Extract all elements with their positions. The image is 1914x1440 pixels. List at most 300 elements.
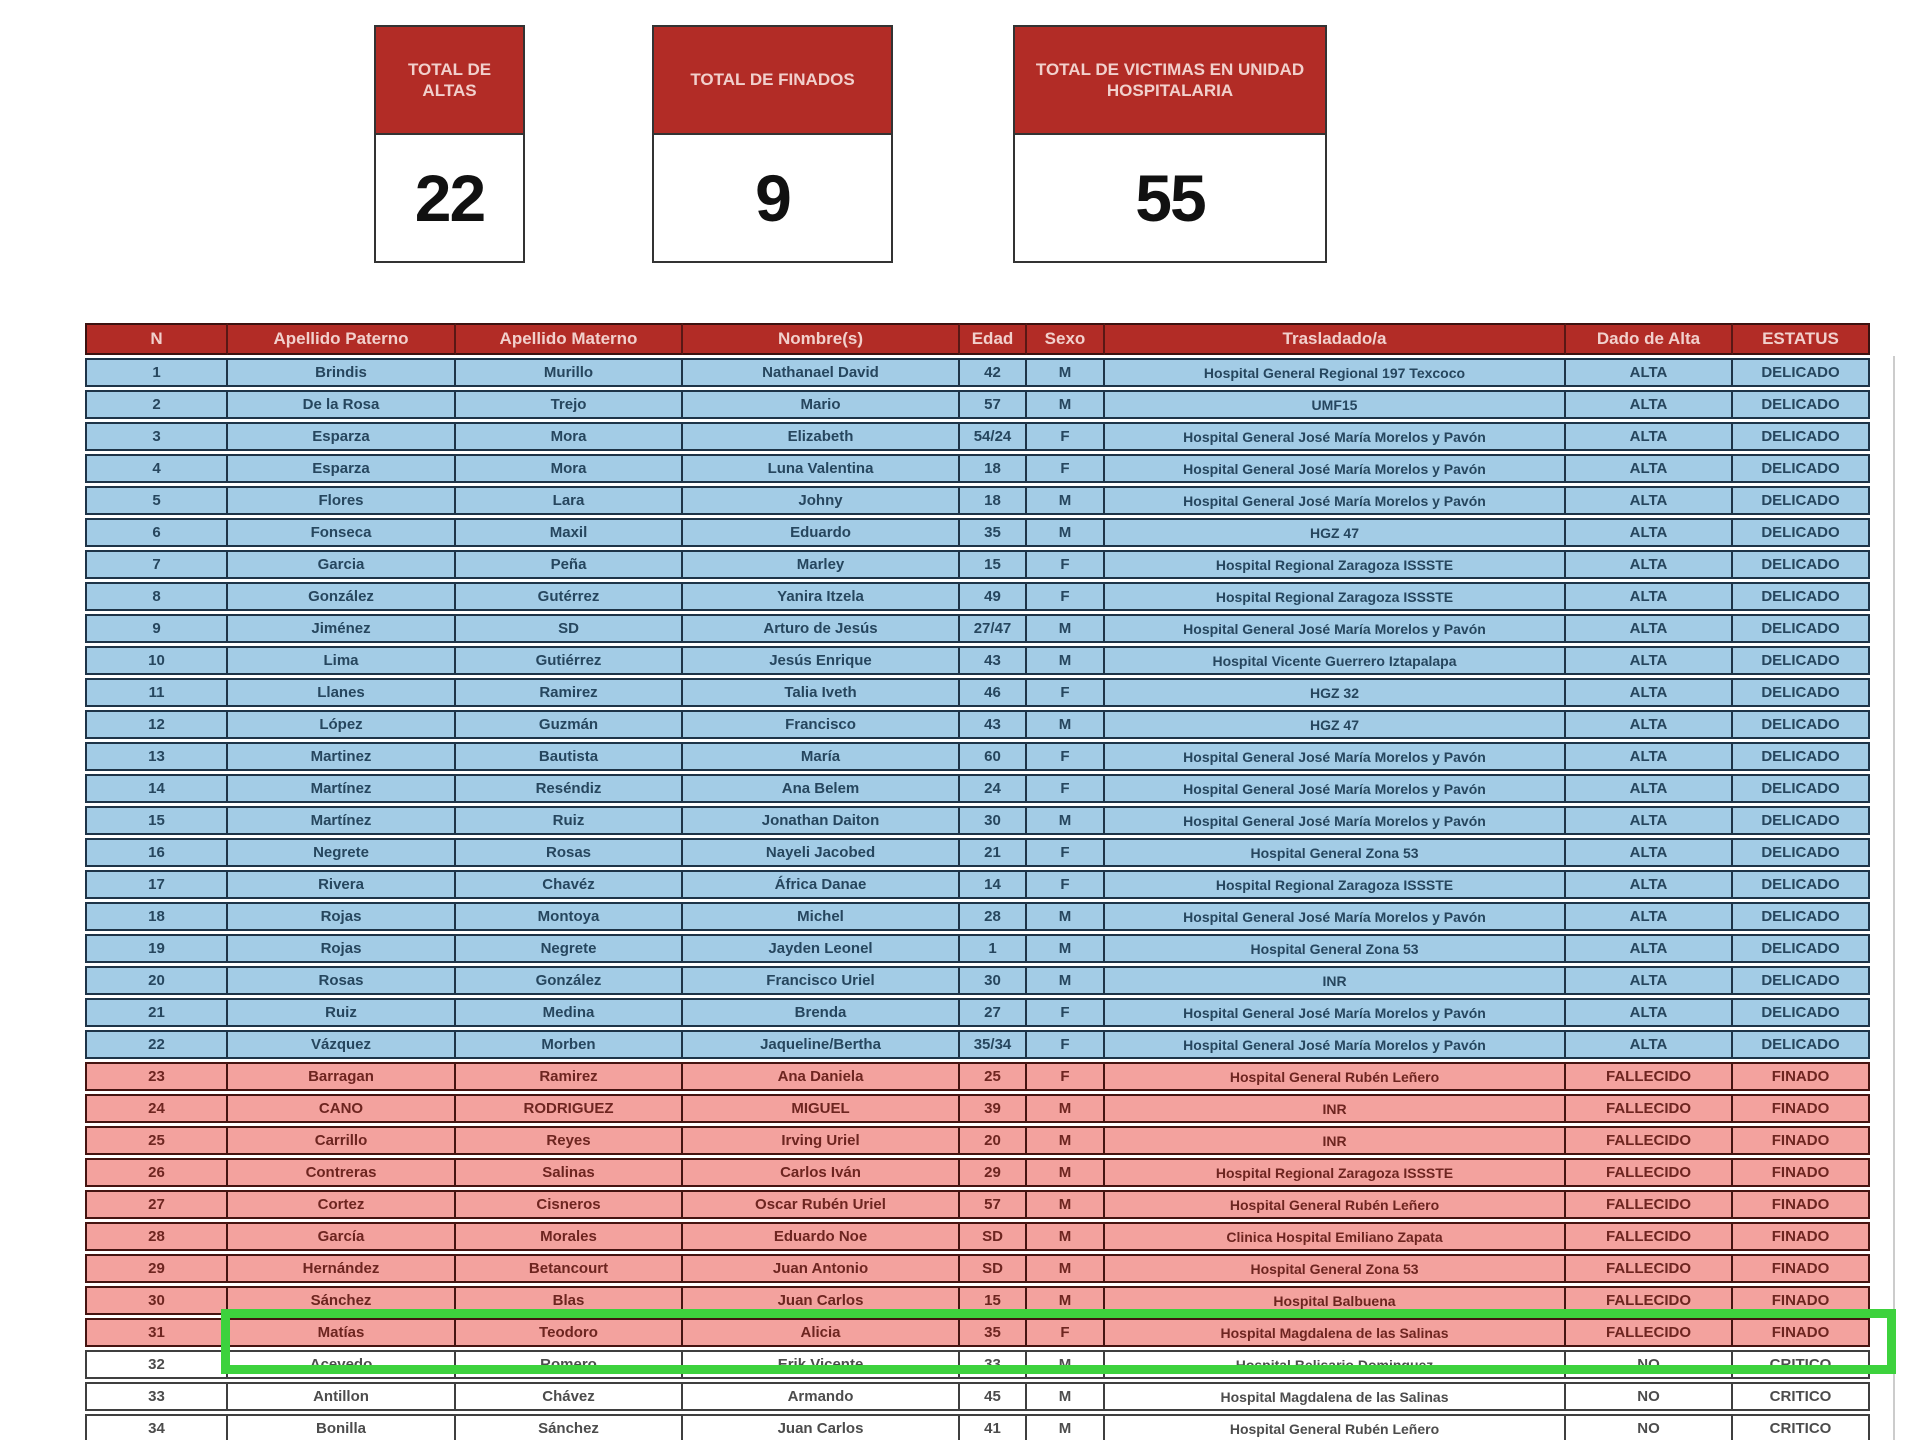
table-cell: Hospital General Regional 197 Texcoco — [1105, 358, 1566, 387]
table-cell: FALLECIDO — [1566, 1158, 1733, 1187]
table-cell: Erik Vicente — [683, 1350, 960, 1379]
table-cell: 1 — [85, 358, 228, 387]
table-cell: Murillo — [456, 358, 683, 387]
table-cell: Brenda — [683, 998, 960, 1027]
table-cell: Marley — [683, 550, 960, 579]
table-cell: 57 — [960, 390, 1027, 419]
table-cell: Juan Carlos — [683, 1414, 960, 1440]
table-row[interactable] — [85, 550, 1870, 579]
table-cell: 23 — [85, 1062, 228, 1091]
table-cell: Fonseca — [228, 518, 456, 547]
summary-box-altas-label: TOTAL DE ALTAS — [376, 27, 523, 135]
table-cell: Juan Antonio — [683, 1254, 960, 1283]
table-row[interactable] — [85, 454, 1870, 483]
table-row[interactable] — [85, 1414, 1870, 1440]
table-row[interactable] — [85, 1222, 1870, 1251]
table-cell: NO — [1566, 1350, 1733, 1379]
table-cell: Carrillo — [228, 1126, 456, 1155]
table-cell: 25 — [85, 1126, 228, 1155]
table-row[interactable] — [85, 422, 1870, 451]
table-cell: Michel — [683, 902, 960, 931]
table-cell: 54/24 — [960, 422, 1027, 451]
table-cell: INR — [1105, 966, 1566, 995]
table-cell: SD — [456, 614, 683, 643]
table-cell: FALLECIDO — [1566, 1318, 1733, 1347]
table-cell: Hospital General José María Morelos y Pavón — [1105, 1030, 1566, 1059]
table-cell: Negrete — [456, 934, 683, 963]
column-header-1: Apellido Paterno — [228, 323, 456, 355]
table-cell: M — [1027, 614, 1105, 643]
table-cell: Antillon — [228, 1382, 456, 1411]
table-cell: Garcia — [228, 550, 456, 579]
table-cell: M — [1027, 934, 1105, 963]
table-cell: Jayden Leonel — [683, 934, 960, 963]
table-cell: ALTA — [1566, 486, 1733, 515]
table-cell: Hospital Regional Zaragoza ISSSTE — [1105, 550, 1566, 579]
column-header-7: Dado de Alta — [1566, 323, 1733, 355]
table-cell: Hospital Vicente Guerrero Iztapalapa — [1105, 646, 1566, 675]
summary-box-finados-value: 9 — [755, 161, 790, 235]
table-cell: DELICADO — [1733, 646, 1870, 675]
table-cell: Hospital Regional Zaragoza ISSSTE — [1105, 1158, 1566, 1187]
table-cell: F — [1027, 678, 1105, 707]
table-cell: Irving Uriel — [683, 1126, 960, 1155]
table-cell: ALTA — [1566, 998, 1733, 1027]
table-cell: Rosas — [456, 838, 683, 867]
table-cell: Talia Iveth — [683, 678, 960, 707]
victims-table-wrapper — [85, 320, 1870, 1440]
table-cell: F — [1027, 838, 1105, 867]
table-cell: De la Rosa — [228, 390, 456, 419]
table-cell: Nayeli Jacobed — [683, 838, 960, 867]
table-cell: Alicia — [683, 1318, 960, 1347]
table-cell: Brindis — [228, 358, 456, 387]
table-cell: González — [456, 966, 683, 995]
table-cell: 9 — [85, 614, 228, 643]
table-cell: RODRIGUEZ — [456, 1094, 683, 1123]
table-cell: 24 — [85, 1094, 228, 1123]
table-cell: MIGUEL — [683, 1094, 960, 1123]
table-cell: FINADO — [1733, 1094, 1870, 1123]
table-cell: Hospital General Rubén Leñero — [1105, 1190, 1566, 1219]
table-cell: 18 — [85, 902, 228, 931]
table-cell: Jiménez — [228, 614, 456, 643]
table-cell: M — [1027, 1126, 1105, 1155]
table-cell: Bautista — [456, 742, 683, 771]
table-cell: 15 — [960, 1286, 1027, 1315]
table-cell: DELICADO — [1733, 742, 1870, 771]
table-cell: Barragan — [228, 1062, 456, 1091]
table-cell: 35/34 — [960, 1030, 1027, 1059]
table-cell: 20 — [85, 966, 228, 995]
table-cell: M — [1027, 358, 1105, 387]
table-cell: 39 — [960, 1094, 1027, 1123]
table-cell: FALLECIDO — [1566, 1254, 1733, 1283]
table-cell: 28 — [960, 902, 1027, 931]
table-cell: CRITICO — [1733, 1382, 1870, 1411]
table-cell: M — [1027, 806, 1105, 835]
table-cell: 43 — [960, 646, 1027, 675]
table-cell: ALTA — [1566, 710, 1733, 739]
column-header-0: N — [85, 323, 228, 355]
table-row[interactable] — [85, 1190, 1870, 1219]
table-cell: 24 — [960, 774, 1027, 803]
table-cell: Hospital General José María Morelos y Pavón — [1105, 774, 1566, 803]
table-row[interactable] — [85, 678, 1870, 707]
table-cell: ALTA — [1566, 1030, 1733, 1059]
table-row[interactable] — [85, 614, 1870, 643]
table-cell: 21 — [85, 998, 228, 1027]
table-cell: Gutiérrez — [456, 646, 683, 675]
table-cell: Nathanael David — [683, 358, 960, 387]
table-cell: ALTA — [1566, 582, 1733, 611]
table-cell: Carlos Iván — [683, 1158, 960, 1187]
table-cell: ALTA — [1566, 550, 1733, 579]
table-cell: Jonathan Daiton — [683, 806, 960, 835]
table-cell: 27 — [960, 998, 1027, 1027]
table-cell: F — [1027, 998, 1105, 1027]
table-row[interactable] — [85, 1382, 1870, 1411]
table-cell: Peña — [456, 550, 683, 579]
table-row[interactable] — [85, 710, 1870, 739]
table-row[interactable] — [85, 838, 1870, 867]
table-cell: DELICADO — [1733, 486, 1870, 515]
table-cell: 13 — [85, 742, 228, 771]
table-cell: Acevedo — [228, 1350, 456, 1379]
table-cell: Guzmán — [456, 710, 683, 739]
table-row[interactable] — [85, 966, 1870, 995]
table-cell: Hospital General Zona 53 — [1105, 934, 1566, 963]
table-cell: Rojas — [228, 902, 456, 931]
table-cell: Hospital General José María Morelos y Pavón — [1105, 902, 1566, 931]
table-cell: Matías — [228, 1318, 456, 1347]
table-cell: DELICADO — [1733, 774, 1870, 803]
table-cell: FALLECIDO — [1566, 1222, 1733, 1251]
table-row[interactable] — [85, 806, 1870, 835]
table-cell: M — [1027, 1190, 1105, 1219]
table-row[interactable] — [85, 870, 1870, 899]
table-cell: FALLECIDO — [1566, 1190, 1733, 1219]
table-cell: CANO — [228, 1094, 456, 1123]
table-cell: Cortez — [228, 1190, 456, 1219]
table-cell: 30 — [85, 1286, 228, 1315]
table-cell: F — [1027, 870, 1105, 899]
table-cell: DELICADO — [1733, 934, 1870, 963]
table-cell: M — [1027, 390, 1105, 419]
table-cell: F — [1027, 742, 1105, 771]
table-cell: DELICADO — [1733, 710, 1870, 739]
table-cell: Teodoro — [456, 1318, 683, 1347]
table-cell: FINADO — [1733, 1190, 1870, 1219]
table-cell: 2 — [85, 390, 228, 419]
table-cell: Jesús Enrique — [683, 646, 960, 675]
table-cell: 10 — [85, 646, 228, 675]
table-cell: 28 — [85, 1222, 228, 1251]
table-cell: FALLECIDO — [1566, 1126, 1733, 1155]
table-cell: DELICADO — [1733, 1030, 1870, 1059]
table-cell: Francisco — [683, 710, 960, 739]
table-row[interactable] — [85, 1030, 1870, 1059]
column-header-4: Edad — [960, 323, 1027, 355]
table-cell: ALTA — [1566, 358, 1733, 387]
summary-box-finados-label: TOTAL DE FINADOS — [654, 27, 891, 135]
table-cell: Hospital Regional Zaragoza ISSSTE — [1105, 582, 1566, 611]
table-cell: 45 — [960, 1382, 1027, 1411]
row-highlight-box — [221, 1309, 1896, 1374]
table-cell: ALTA — [1566, 774, 1733, 803]
table-cell: Reséndiz — [456, 774, 683, 803]
table-cell: ALTA — [1566, 838, 1733, 867]
table-cell: 33 — [85, 1382, 228, 1411]
table-cell: Morben — [456, 1030, 683, 1059]
table-cell: 6 — [85, 518, 228, 547]
table-cell: HGZ 32 — [1105, 678, 1566, 707]
table-cell: DELICADO — [1733, 806, 1870, 835]
table-cell: M — [1027, 1350, 1105, 1379]
table-row[interactable] — [85, 646, 1870, 675]
table-row[interactable] — [85, 1126, 1870, 1155]
table-cell: FALLECIDO — [1566, 1062, 1733, 1091]
table-cell: 57 — [960, 1190, 1027, 1219]
table-cell: Yanira Itzela — [683, 582, 960, 611]
table-cell: ALTA — [1566, 806, 1733, 835]
table-cell: López — [228, 710, 456, 739]
table-cell: 14 — [85, 774, 228, 803]
table-cell: F — [1027, 774, 1105, 803]
table-cell: Jaqueline/Bertha — [683, 1030, 960, 1059]
table-cell: María — [683, 742, 960, 771]
table-row[interactable] — [85, 1254, 1870, 1283]
table-cell: Flores — [228, 486, 456, 515]
table-row[interactable] — [85, 518, 1870, 547]
table-cell: DELICADO — [1733, 582, 1870, 611]
table-cell: 18 — [960, 454, 1027, 483]
table-cell: 49 — [960, 582, 1027, 611]
table-cell: 11 — [85, 678, 228, 707]
table-cell: 12 — [85, 710, 228, 739]
table-cell: HGZ 47 — [1105, 518, 1566, 547]
table-cell: Bonilla — [228, 1414, 456, 1440]
table-cell: M — [1027, 1414, 1105, 1440]
summary-box-altas-value: 22 — [414, 161, 485, 235]
table-cell: 25 — [960, 1062, 1027, 1091]
table-cell: DELICADO — [1733, 966, 1870, 995]
table-cell: Hospital Belisario Dominguez — [1105, 1350, 1566, 1379]
table-cell: ALTA — [1566, 614, 1733, 643]
table-cell: Hospital General José María Morelos y Pavón — [1105, 486, 1566, 515]
table-cell: Sánchez — [456, 1414, 683, 1440]
table-cell: FINADO — [1733, 1126, 1870, 1155]
table-cell: F — [1027, 422, 1105, 451]
table-cell: FALLECIDO — [1566, 1094, 1733, 1123]
table-cell: 35 — [960, 518, 1027, 547]
column-header-2: Apellido Materno — [456, 323, 683, 355]
table-cell: M — [1027, 646, 1105, 675]
table-cell: Eduardo — [683, 518, 960, 547]
table-cell: ALTA — [1566, 390, 1733, 419]
column-header-3: Nombre(s) — [683, 323, 960, 355]
table-header-row — [85, 323, 1870, 355]
table-cell: Hospital General José María Morelos y Pavón — [1105, 422, 1566, 451]
table-cell: Lima — [228, 646, 456, 675]
table-cell: 21 — [960, 838, 1027, 867]
table-cell: DELICADO — [1733, 518, 1870, 547]
table-cell: Clinica Hospital Emiliano Zapata — [1105, 1222, 1566, 1251]
table-cell: Juan Carlos — [683, 1286, 960, 1315]
table-cell: ALTA — [1566, 966, 1733, 995]
table-cell: Ana Daniela — [683, 1062, 960, 1091]
table-cell: Hospital General José María Morelos y Pavón — [1105, 998, 1566, 1027]
table-cell: 26 — [85, 1158, 228, 1187]
table-cell: 43 — [960, 710, 1027, 739]
table-cell: M — [1027, 1158, 1105, 1187]
table-cell: M — [1027, 1254, 1105, 1283]
table-cell: Reyes — [456, 1126, 683, 1155]
table-cell: González — [228, 582, 456, 611]
table-cell: F — [1027, 550, 1105, 579]
table-cell: 4 — [85, 454, 228, 483]
table-cell: ALTA — [1566, 422, 1733, 451]
table-cell: Maxil — [456, 518, 683, 547]
table-cell: F — [1027, 454, 1105, 483]
table-cell: M — [1027, 902, 1105, 931]
table-cell: Martínez — [228, 774, 456, 803]
table-row[interactable] — [85, 390, 1870, 419]
table-row[interactable] — [85, 742, 1870, 771]
table-cell: Mora — [456, 422, 683, 451]
table-cell: UMF15 — [1105, 390, 1566, 419]
table-cell: 41 — [960, 1414, 1027, 1440]
table-cell: Negrete — [228, 838, 456, 867]
table-cell: M — [1027, 1286, 1105, 1315]
table-cell: 32 — [85, 1350, 228, 1379]
table-cell: 8 — [85, 582, 228, 611]
table-cell: Salinas — [456, 1158, 683, 1187]
table-cell: García — [228, 1222, 456, 1251]
table-cell: 22 — [85, 1030, 228, 1059]
table-cell: Hospital General José María Morelos y Pavón — [1105, 454, 1566, 483]
table-cell: 19 — [85, 934, 228, 963]
table-cell: 33 — [960, 1350, 1027, 1379]
table-cell: Gutérrez — [456, 582, 683, 611]
table-cell: DELICADO — [1733, 454, 1870, 483]
table-row[interactable] — [85, 358, 1870, 387]
table-cell: NO — [1566, 1414, 1733, 1440]
table-cell: M — [1027, 966, 1105, 995]
table-cell: M — [1027, 1382, 1105, 1411]
table-cell: Johny — [683, 486, 960, 515]
table-cell: FINADO — [1733, 1158, 1870, 1187]
table-cell: Medina — [456, 998, 683, 1027]
table-cell: Hospital Magdalena de las Salinas — [1105, 1382, 1566, 1411]
table-cell: 34 — [85, 1414, 228, 1440]
table-cell: Ramirez — [456, 678, 683, 707]
table-cell: INR — [1105, 1094, 1566, 1123]
table-cell: 30 — [960, 966, 1027, 995]
table-cell: FINADO — [1733, 1222, 1870, 1251]
table-cell: 31 — [85, 1318, 228, 1347]
table-cell: África Danae — [683, 870, 960, 899]
table-cell: Hospital General Rubén Leñero — [1105, 1414, 1566, 1440]
table-cell: 29 — [85, 1254, 228, 1283]
table-cell: 16 — [85, 838, 228, 867]
table-cell: DELICADO — [1733, 678, 1870, 707]
table-cell: Esparza — [228, 454, 456, 483]
table-cell: Armando — [683, 1382, 960, 1411]
table-cell: Hospital Balbuena — [1105, 1286, 1566, 1315]
table-row[interactable] — [85, 1062, 1870, 1091]
table-cell: Rojas — [228, 934, 456, 963]
table-cell: Hospital Magdalena de las Salinas — [1105, 1318, 1566, 1347]
table-row[interactable] — [85, 902, 1870, 931]
table-cell: Hospital General Zona 53 — [1105, 1254, 1566, 1283]
table-cell: ALTA — [1566, 902, 1733, 931]
table-cell: Martinez — [228, 742, 456, 771]
table-cell: DELICADO — [1733, 358, 1870, 387]
table-cell: Mora — [456, 454, 683, 483]
table-cell: 20 — [960, 1126, 1027, 1155]
table-cell: HGZ 47 — [1105, 710, 1566, 739]
summary-box-victimas — [1013, 25, 1327, 263]
table-cell: DELICADO — [1733, 422, 1870, 451]
table-cell: Chávez — [456, 1382, 683, 1411]
table-cell: Betancourt — [456, 1254, 683, 1283]
table-cell: SD — [960, 1254, 1027, 1283]
table-cell: F — [1027, 1318, 1105, 1347]
table-cell: Hospital General José María Morelos y Pavón — [1105, 614, 1566, 643]
table-cell: 5 — [85, 486, 228, 515]
table-row[interactable] — [85, 998, 1870, 1027]
table-cell: DELICADO — [1733, 838, 1870, 867]
table-cell: Vázquez — [228, 1030, 456, 1059]
table-cell: Sánchez — [228, 1286, 456, 1315]
table-cell: 46 — [960, 678, 1027, 707]
table-cell: Ana Belem — [683, 774, 960, 803]
table-cell: DELICADO — [1733, 550, 1870, 579]
table-row[interactable] — [85, 1094, 1870, 1123]
table-row[interactable] — [85, 774, 1870, 803]
table-row[interactable] — [85, 486, 1870, 515]
table-row[interactable] — [85, 934, 1870, 963]
table-cell: Hospital General Zona 53 — [1105, 838, 1566, 867]
table-cell: INR — [1105, 1126, 1566, 1155]
table-cell: Rosas — [228, 966, 456, 995]
table-cell: Mario — [683, 390, 960, 419]
spreadsheet-gridline — [1893, 356, 1895, 1440]
table-cell: Ruiz — [456, 806, 683, 835]
column-header-6: Trasladado/a — [1105, 323, 1566, 355]
table-cell: F — [1027, 1062, 1105, 1091]
table-cell: FALLECIDO — [1566, 1286, 1733, 1315]
table-cell: Morales — [456, 1222, 683, 1251]
table-cell: Lara — [456, 486, 683, 515]
table-row[interactable] — [85, 582, 1870, 611]
table-cell: 1 — [960, 934, 1027, 963]
table-row[interactable] — [85, 1158, 1870, 1187]
table-cell: F — [1027, 1030, 1105, 1059]
table-cell: Elizabeth — [683, 422, 960, 451]
table-cell: Hospital Regional Zaragoza ISSSTE — [1105, 870, 1566, 899]
table-cell: 17 — [85, 870, 228, 899]
table-cell: Blas — [456, 1286, 683, 1315]
table-cell: Eduardo Noe — [683, 1222, 960, 1251]
table-cell: CRITICO — [1733, 1350, 1870, 1379]
table-cell: DELICADO — [1733, 998, 1870, 1027]
table-cell: DELICADO — [1733, 614, 1870, 643]
table-cell: 15 — [960, 550, 1027, 579]
table-cell: M — [1027, 710, 1105, 739]
table-cell: Hernández — [228, 1254, 456, 1283]
